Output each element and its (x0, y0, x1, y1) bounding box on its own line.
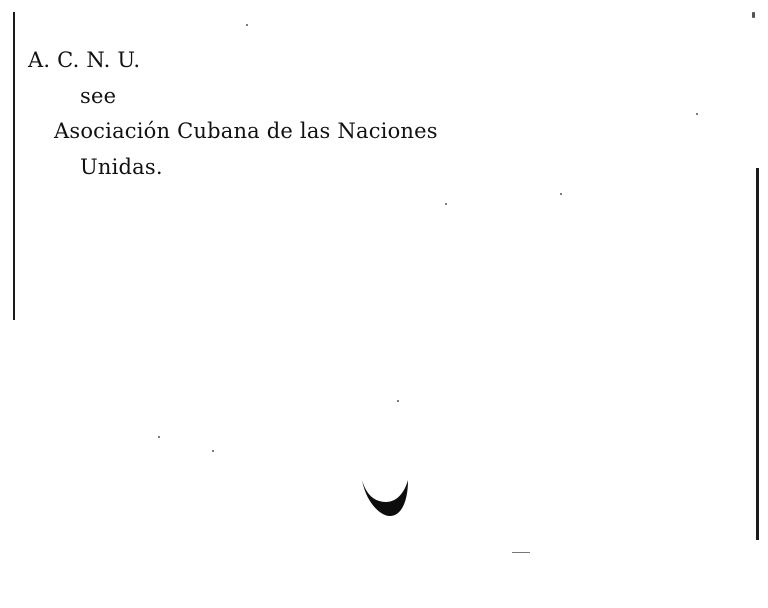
scan-speck (397, 400, 399, 402)
scan-speck (560, 193, 562, 195)
punch-hole-icon (360, 476, 410, 518)
scan-speck (246, 24, 248, 26)
reference-line-1: Asociación Cubana de las Naciones (54, 119, 438, 143)
scan-speck (752, 12, 755, 18)
scan-dash (512, 552, 530, 553)
left-border-line (13, 12, 15, 320)
scan-speck (696, 113, 698, 115)
card-heading: A. C. N. U. (28, 48, 141, 72)
reference-line-2: Unidas. (80, 155, 163, 179)
see-label: see (80, 84, 117, 108)
scan-speck (212, 450, 214, 452)
scan-speck (445, 203, 447, 205)
right-border-line (756, 168, 759, 540)
scan-speck (158, 436, 160, 438)
